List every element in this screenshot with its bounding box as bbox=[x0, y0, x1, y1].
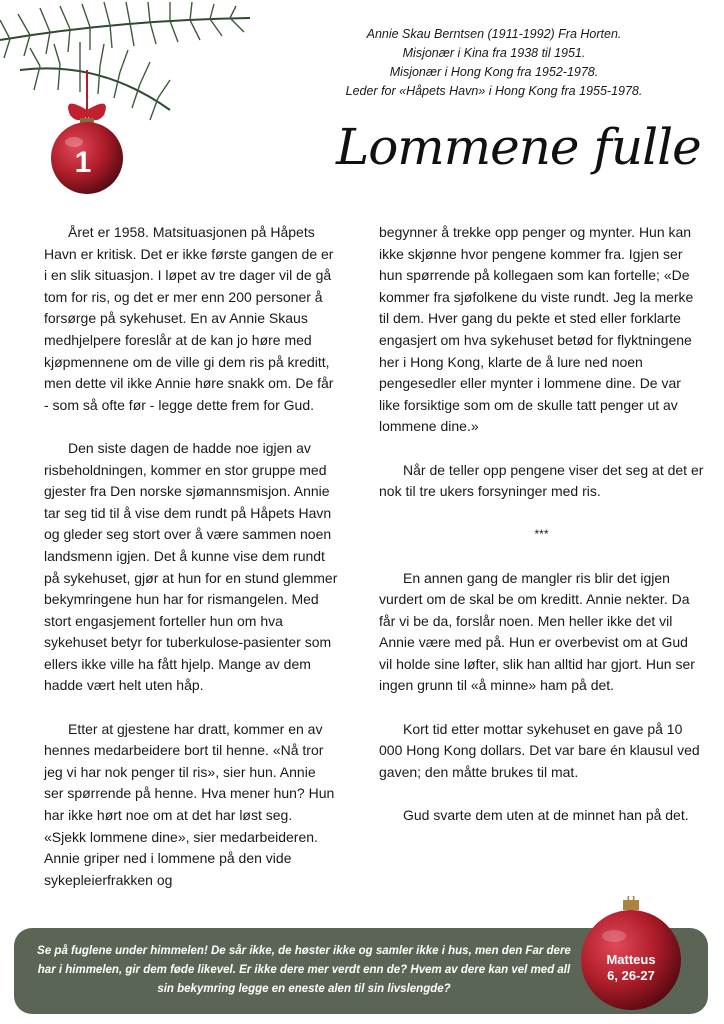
paragraph: Den siste dagen de hadde noe igjen av risbeholdningen, kommer en stor gruppe med gjester fra Den norske sjømannsmisjon. Annie tar seg tid til å vise dem rundt på Håpets Havn og gleder seg stort over å være sammen noen landsmenn igjen. Det å kunne vise dem rundt på sykehuset, gjør at hun for en stund glemmer bekymringene hun har for rismangelen. Med stort engasjement forteller hun om hva sykehuset betyr for tuberkulose-pasienter som ellers ikke ville ha fått hjelp. Mange av dem hadde vært helt uten håp. bbox=[44, 439, 338, 694]
ornament-number: 1 bbox=[74, 146, 92, 179]
page-title: Lommene fulle bbox=[336, 118, 701, 176]
bio-line: Annie Skau Berntsen (1911-1992) Fra Horten. bbox=[366, 27, 622, 41]
verse-text: Se på fuglene under himmelen! De sår ikke, de høster ikke og samler ikke i hus, men den Far dere har i himmelen, gir dem føde likevel. Er ikke dere mer verdt enn de? Hvem av dere kan vel med all sin bekymring legge en eneste alen til sin livslengde? bbox=[37, 945, 571, 995]
bio-block bbox=[318, 25, 670, 101]
paragraph: Kort tid etter mottar sykehuset en gave på 10 000 Hong Kong dollars. Det var bare én klausul ved gaven; den måtte brukes til mat. bbox=[379, 720, 700, 780]
paragraph: Gud svarte dem uten at de minnet han på det. bbox=[403, 807, 689, 824]
paragraph: En annen gang de mangler ris blir det igjen vurdert om de skal be om kreditt. Annie nekter. Da får vi be da, forslår noen. Men heller ikke det vil Annie være med på. Hun er overbevist om at Gud vil holde sine løfter, slik han alltid har gjort. Hun ser ingen grunn til «å minne» ham på det. bbox=[379, 569, 695, 694]
paragraph-continuation: begynner å trekke opp penger og mynter. Hun kan ikke skjønne hvor pengene kommer fra. Igjen ser hun spørrende på kollegaen som kan fortelle; «De kommer fra sjøfolkene du viste rundt. Jeg la merke til dem. Hver gang du pekte et sted eller forklarte engasjert om hva sykehuset betød for flyktningene her i Hong Kong, klarte de å lure ned noen pengesedler eller mynter i lommene dine. De var like forsiktige som om de skulle tatt penger ut av lommene dine.» bbox=[379, 224, 694, 435]
left-column bbox=[44, 222, 338, 913]
paragraph: Etter at gjestene har dratt, kommer en av hennes medarbeidere bort til henne. «Nå tror jeg vi har nok penger til ris», sier hun. Annie ser spørrende på henne. Hva mener hun? Hun har ikke hørt noe om at det har løst seg. «Sjekk lommene dine», sier medarbeideren. Annie griper ned i lommene på den vide sykepleierfrakken og bbox=[44, 720, 335, 888]
section-separator: *** bbox=[534, 527, 549, 542]
verse-reference bbox=[586, 952, 676, 984]
paragraph: Året er 1958. Matsituasjonen på Håpets Havn er kritisk. Det er ikke første gangen de er i en slik situasjon. I løpet av tre dager vil de gå tom for ris, og det er mer enn 200 personer å forsørge på sykehuset. En av Annie Skaus medhjelpere foreslår at de kan jo høre med kjøpmennene om de ville gi dem ris på kreditt, men dette vil ikke Annie høre snakk om. De får - som så ofte før - legge dette frem for Gud. bbox=[44, 224, 334, 413]
paragraph: Når de teller opp pengene viser det seg at det er nok til tre ukers forsyninger med ris. bbox=[379, 461, 704, 500]
bio-line: Misjonær i Kina fra 1938 til 1951. bbox=[402, 46, 586, 60]
bio-line: Leder for «Håpets Havn» i Hong Kong fra 1955-1978. bbox=[345, 84, 643, 98]
right-column bbox=[379, 222, 704, 848]
christmas-bauble-icon bbox=[42, 70, 132, 200]
bio-line: Misjonær i Hong Kong fra 1952-1978. bbox=[389, 65, 599, 79]
reference-book: Matteus bbox=[606, 952, 656, 967]
reference-verse: 6, 26-27 bbox=[607, 968, 655, 983]
